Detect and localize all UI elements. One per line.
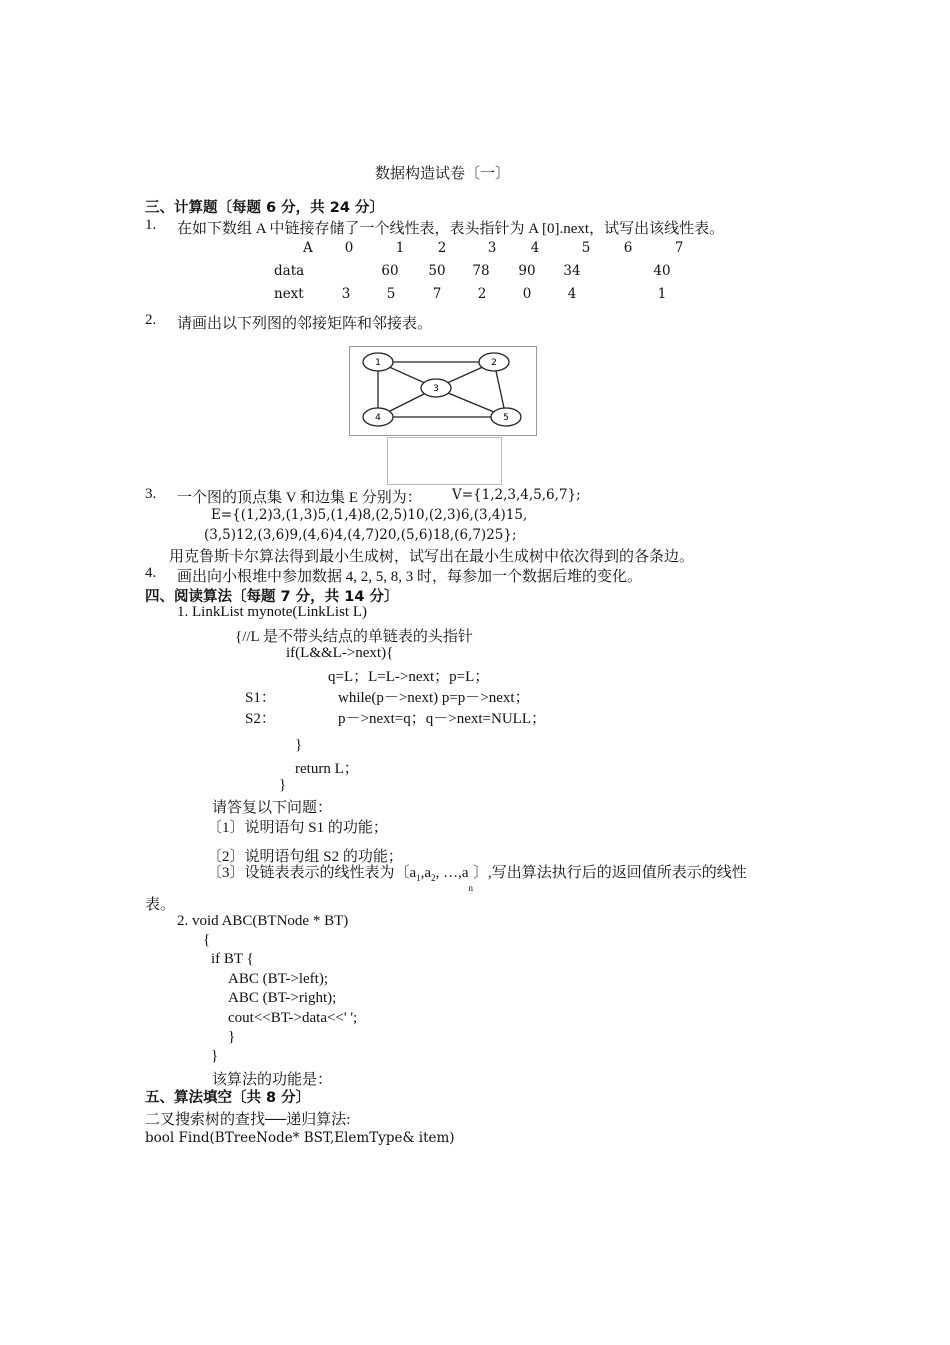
graph-node-label: 3	[433, 384, 439, 394]
next-cell: 2	[477, 286, 487, 302]
next-cell: 1	[657, 286, 667, 302]
algo1-line: {//L 是不带头结点的单链表的头指针	[235, 629, 473, 645]
algo1-line: 1. LinkList mynote(LinkList L)	[177, 604, 367, 620]
next-cell: 7	[432, 286, 442, 302]
data-cell: 50	[428, 263, 446, 279]
s1-code: while(p－>next) p=p－>next；	[338, 690, 530, 706]
q3-edge-line: E={(1,2)3,(1,3)5,(1,4)8,(2,5)10,(2,3)6,(3,4)15,	[211, 507, 528, 523]
data-cell: 90	[518, 263, 536, 279]
data-cell: 34	[563, 263, 581, 279]
s2-label: S2：	[245, 711, 276, 727]
graph-node-label: 4	[375, 413, 381, 423]
section-5-heading: 五、算法填空〔共 8 分〕	[145, 1090, 311, 1106]
page-title: 数据构造试卷〔一〕	[375, 164, 511, 182]
q3-vertex-set: V={1,2,3,4,5,6,7};	[452, 487, 581, 503]
algo2-line: }	[228, 1029, 236, 1045]
algo1-line: }	[279, 777, 287, 793]
algo1-ask-3-end: 表。	[145, 897, 176, 913]
section-4-heading: 四、阅读算法〔每题 7 分，共 14 分〕	[145, 589, 399, 605]
array-table	[0, 240, 950, 310]
algo1-line: return L；	[295, 761, 359, 777]
next-cell: 5	[386, 286, 396, 302]
section-3-heading: 三、计算题〔每题 6 分，共 24 分〕	[145, 200, 384, 216]
algo1-ask-1: 〔1〕说明语句 S1 的功能；	[207, 820, 388, 836]
array-index: 1	[395, 240, 405, 256]
array-index: 6	[623, 240, 633, 256]
graph-figure	[349, 346, 537, 436]
q2-text: 请画出以下列图的邻接矩阵和邻接表。	[177, 316, 433, 332]
q1-number: 1.	[145, 217, 157, 233]
data-cell: 78	[472, 263, 490, 279]
algo2-line: ABC (BT->right);	[228, 990, 337, 1006]
q4-number: 4.	[145, 565, 157, 581]
s2-code: p－>next=q；q－>next=NULL；	[338, 711, 546, 727]
array-index: 4	[530, 240, 540, 256]
data-cell: 40	[653, 263, 671, 279]
graph-svg	[350, 347, 536, 435]
algo1-ask-3	[207, 861, 747, 893]
algo1-line: q=L；L=L->next；p=L；	[328, 669, 490, 685]
ask3-sub: n	[468, 883, 474, 893]
graph-node-label: 5	[503, 413, 509, 423]
sec5-line: 二叉搜索树的查找──递归算法:	[145, 1112, 351, 1128]
next-cell: 4	[567, 286, 577, 302]
ask3-text: , …,a	[435, 865, 469, 881]
algo2-line: cout<<BT->data<<' ';	[228, 1010, 358, 1026]
graph-node-label: 1	[375, 358, 381, 368]
array-index: 7	[674, 240, 684, 256]
next-row-label: next	[274, 286, 304, 302]
array-header-label: A	[303, 240, 313, 256]
q3-question: 用克鲁斯卡尔算法得到最小生成树，试写出在最小生成树中依次得到的各条边。	[169, 549, 695, 565]
algo2-line: 2. void ABC(BTNode * BT)	[177, 913, 349, 929]
q3-number: 3.	[145, 486, 157, 502]
algo1-line: if(L&&L->next){	[286, 645, 394, 661]
algo1-ask-2: 〔2〕说明语句组 S2 的功能；	[207, 849, 403, 865]
algo1-ask: 请答复以下问题：	[212, 800, 333, 816]
algo2-ask: 该算法的功能是：	[212, 1072, 333, 1088]
sec5-code-line: bool Find(BTreeNode* BST,ElemType& item)	[145, 1130, 455, 1146]
ask3-text: 〕,写出算法执行后的返回值所表示的线性	[473, 865, 747, 881]
next-cell: 3	[341, 286, 351, 302]
algo2-line: }	[211, 1048, 219, 1064]
q2-number: 2.	[145, 312, 157, 328]
algo2-line: if BT {	[211, 951, 254, 967]
ask3-text: ,a	[420, 865, 432, 881]
algo1-line: }	[295, 737, 303, 753]
array-index: 5	[581, 240, 591, 256]
q3-edge-line: (3,5)12,(3,6)9,(4,6)4,(4,7)20,(5,6)18,(6,7)25};	[204, 527, 517, 543]
array-index: 0	[344, 240, 354, 256]
graph-node-label: 2	[491, 358, 497, 368]
q4-text: 画出向小根堆中参加数据 4, 2, 5, 8, 3 时，每参加一个数据后堆的变化。	[177, 569, 643, 585]
array-index: 2	[437, 240, 447, 256]
blank-figure-box	[387, 437, 502, 485]
s1-label: S1：	[245, 690, 276, 706]
next-cell: 0	[522, 286, 532, 302]
ask3-sub: 2	[431, 873, 436, 883]
ask3-sub: 1	[416, 873, 421, 883]
algo2-line: {	[203, 932, 211, 948]
array-index: 3	[487, 240, 497, 256]
ask3-text: 〔3〕设链表表示的线性表为〔a	[207, 865, 417, 881]
data-row-label: data	[274, 263, 305, 279]
q3-text: 一个图的顶点集 V 和边集 E 分别为：	[177, 490, 422, 506]
algo2-line: ABC (BT->left);	[228, 971, 328, 987]
q1-text: 在如下数组 A 中链接存储了一个线性表，表头指针为 A [0].next，试写出该线性表。	[177, 221, 725, 237]
data-cell: 60	[381, 263, 399, 279]
